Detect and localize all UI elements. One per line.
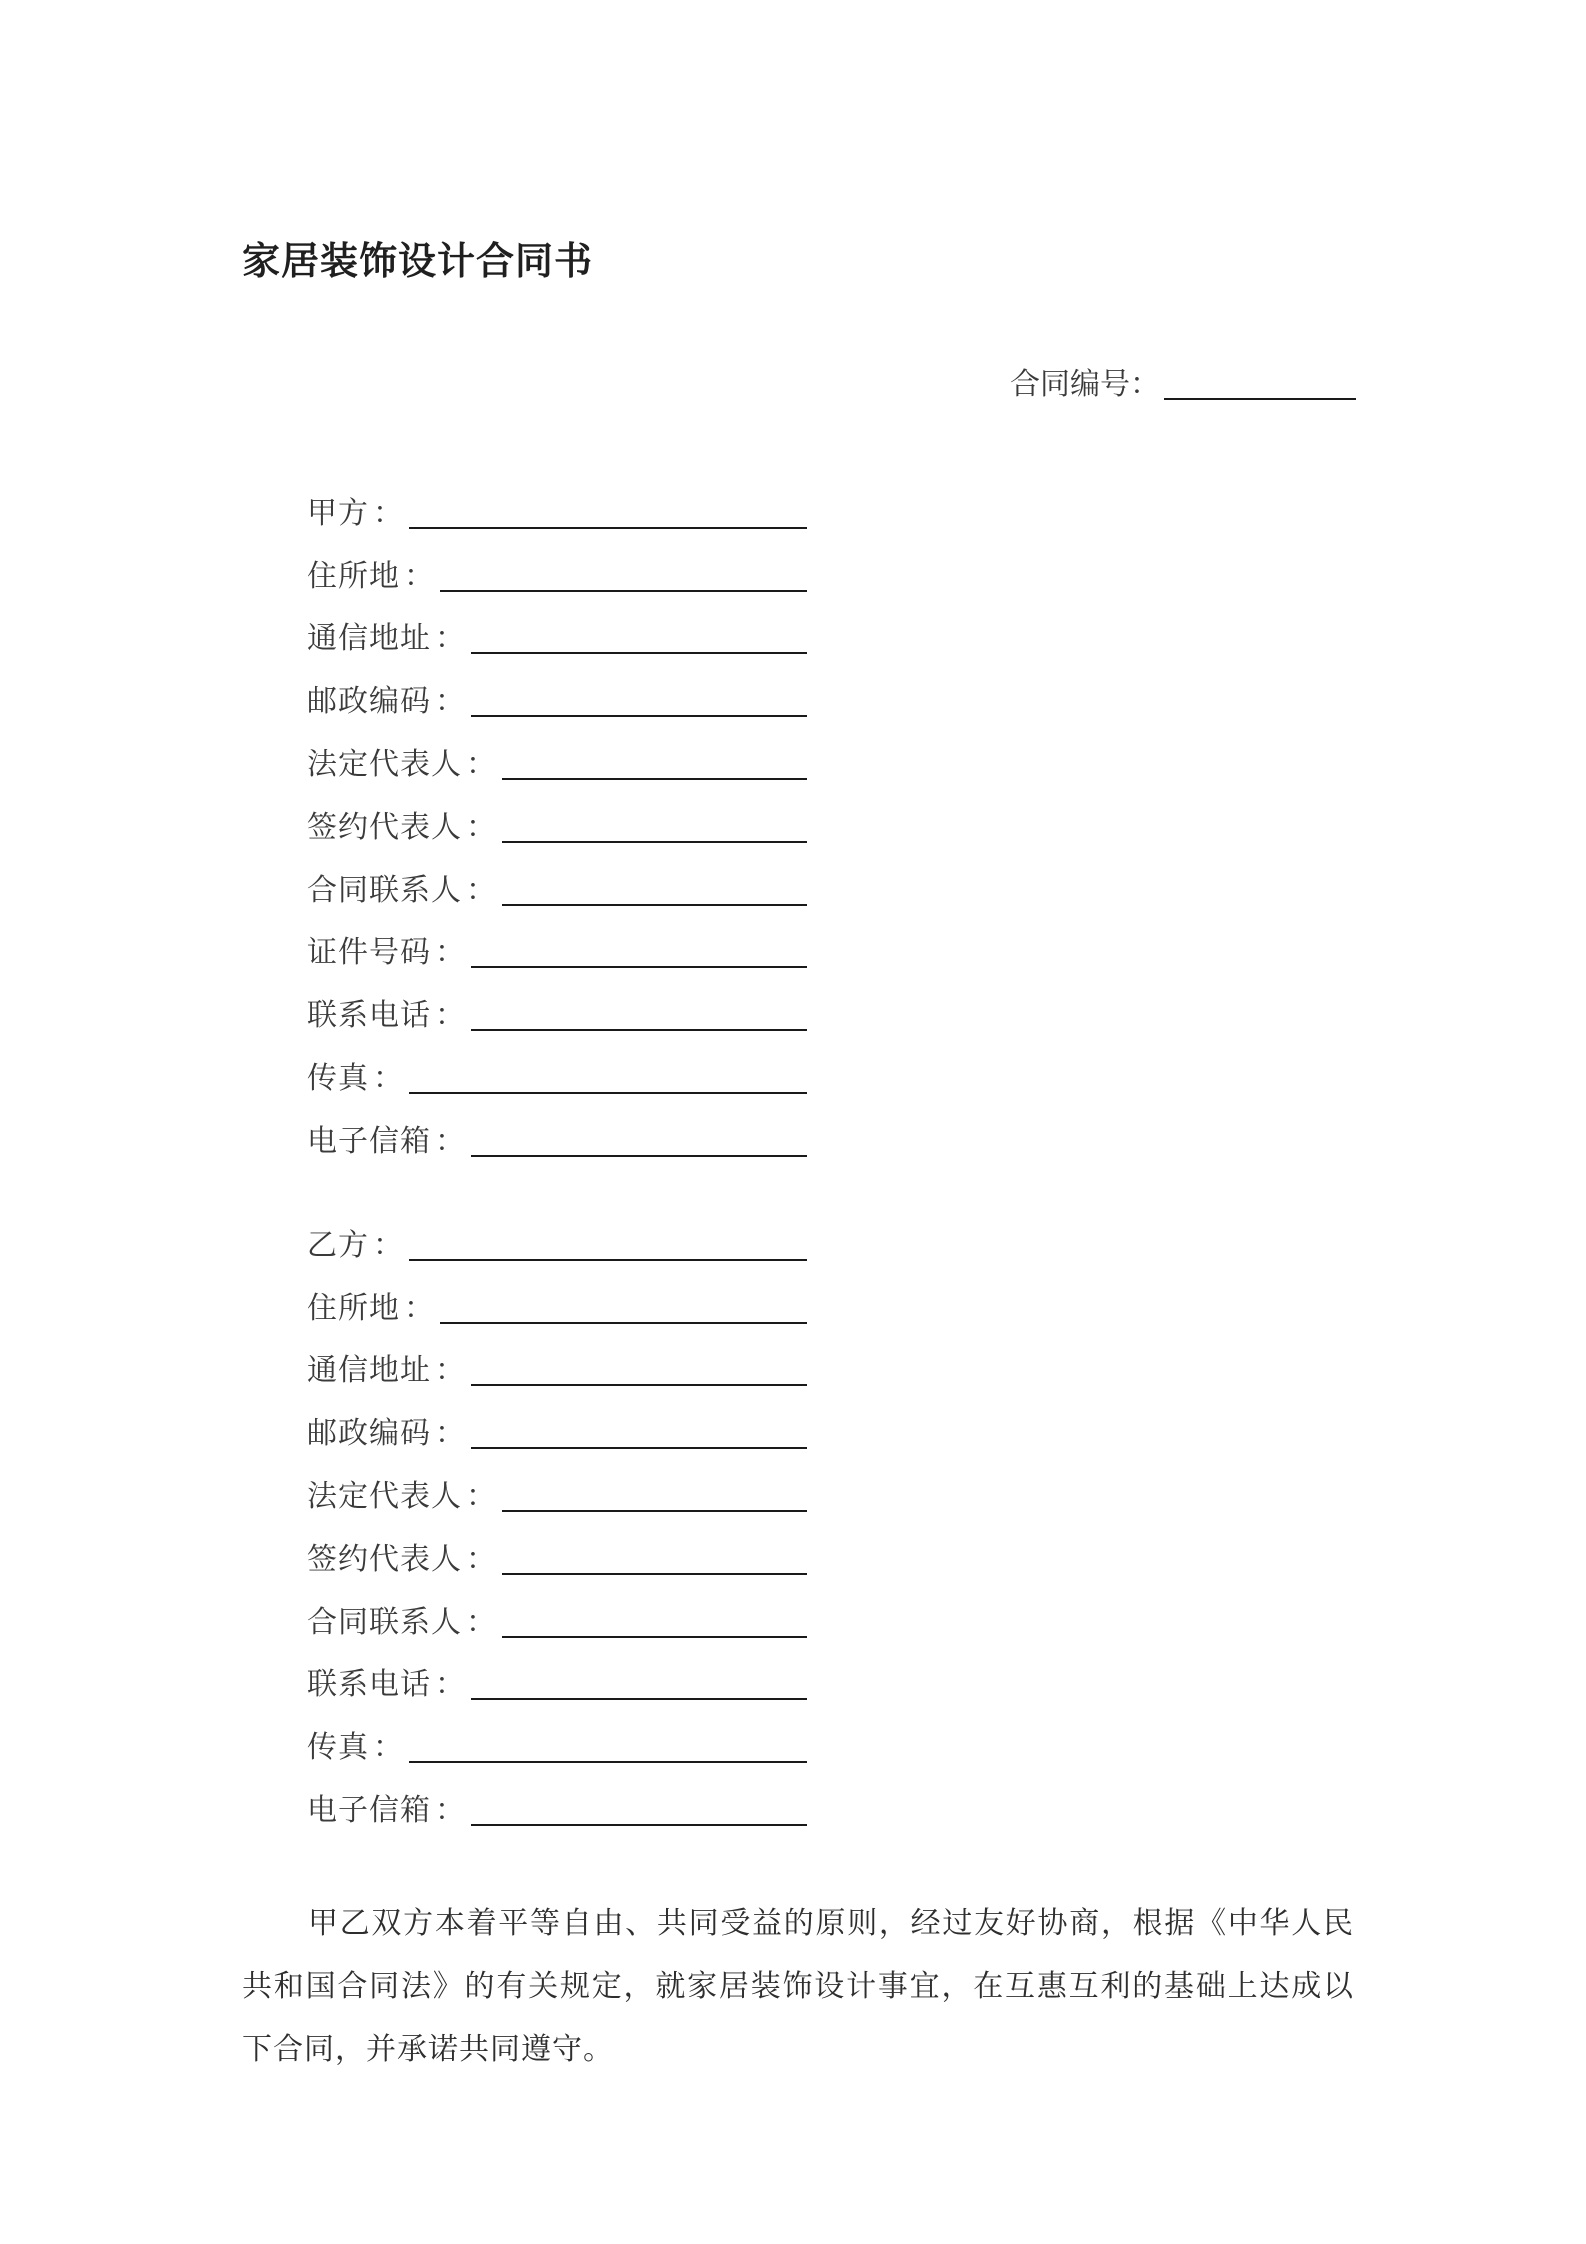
party-a-blank-postal-code[interactable]	[471, 681, 807, 717]
party-a-label-fax: 传真	[307, 1060, 369, 1096]
party-a-blank-name[interactable]	[409, 493, 807, 529]
party-a-row-id-number	[307, 906, 807, 969]
party-a-label-contract-contact: 合同联系人	[307, 872, 462, 908]
party-b-row-fax	[307, 1700, 807, 1766]
field-colon: ：	[373, 1060, 403, 1096]
party-b-label-email: 电子信箱	[307, 1792, 431, 1828]
party-a-row-phone	[307, 968, 807, 1034]
field-colon: ：	[435, 684, 465, 720]
field-colon: ：	[435, 621, 465, 657]
party-b-row-postal-code	[307, 1386, 807, 1452]
party-a-label-mailing-address: 通信地址	[307, 621, 431, 657]
party-a-row-mailing-address	[307, 592, 807, 655]
party-a-blank-phone[interactable]	[471, 995, 807, 1031]
party-a-label-phone: 联系电话	[307, 998, 431, 1034]
party-b-label-legal-representative: 法定代表人	[307, 1478, 462, 1514]
party-a-row-legal-representative	[307, 717, 807, 780]
party-b-row-contract-contact	[307, 1575, 807, 1638]
party-b-label-fax: 传真	[307, 1730, 369, 1766]
document-title: 家居装饰设计合同书	[242, 239, 594, 283]
party-b-label-mailing-address: 通信地址	[307, 1353, 431, 1389]
field-colon: ：	[435, 1353, 465, 1389]
party-b-blank-domicile[interactable]	[440, 1288, 807, 1324]
party-a-row-postal-code	[307, 654, 807, 720]
party-b-row-mailing-address	[307, 1324, 807, 1387]
contract-number-colon: ：	[1130, 367, 1160, 402]
party-b-label-signing-representative: 签约代表人	[307, 1541, 462, 1577]
field-colon: ：	[373, 1730, 403, 1766]
field-colon: ：	[373, 495, 403, 531]
party-b-label-postal-code: 邮政编码	[307, 1416, 431, 1452]
party-b-label-name: 乙方	[307, 1227, 369, 1263]
party-a-blank-contract-contact[interactable]	[502, 870, 807, 906]
party-b-blank-phone[interactable]	[471, 1664, 807, 1700]
party-a-blank-legal-representative[interactable]	[502, 744, 807, 780]
party-a-label-id-number: 证件号码	[307, 935, 431, 971]
party-a-label-domicile: 住所地	[307, 558, 400, 594]
party-a-blank-email[interactable]	[471, 1121, 807, 1157]
party-a-row-contract-contact	[307, 843, 807, 906]
party-a-blank-domicile[interactable]	[440, 556, 807, 592]
contract-number-blank[interactable]	[1164, 364, 1356, 400]
party-b-row-email	[307, 1763, 807, 1826]
field-colon: ：	[435, 1416, 465, 1452]
party-b-blank-email[interactable]	[471, 1790, 807, 1826]
contract-number-row	[1010, 364, 1356, 400]
party-b-blank-legal-representative[interactable]	[502, 1476, 807, 1512]
party-a-blank-mailing-address[interactable]	[471, 618, 807, 654]
party-a-label-legal-representative: 法定代表人	[307, 746, 462, 782]
party-b-label-phone: 联系电话	[307, 1667, 431, 1703]
party-b-row-domicile	[307, 1261, 807, 1324]
field-colon: ：	[404, 1290, 434, 1326]
party-b-label-contract-contact: 合同联系人	[307, 1604, 462, 1640]
party-a-section	[307, 466, 807, 1157]
party-b-row-name	[307, 1198, 807, 1261]
party-a-blank-signing-representative[interactable]	[502, 807, 807, 843]
party-a-row-signing-representative	[307, 780, 807, 843]
field-colon: ：	[435, 1123, 465, 1159]
field-colon: ：	[435, 998, 465, 1034]
party-b-row-legal-representative	[307, 1449, 807, 1512]
party-b-row-phone	[307, 1638, 807, 1701]
party-a-blank-id-number[interactable]	[471, 932, 807, 968]
party-b-blank-fax[interactable]	[409, 1727, 807, 1763]
field-colon: ：	[435, 1792, 465, 1828]
party-a-label-name: 甲方	[307, 495, 369, 531]
field-colon: ：	[466, 809, 496, 845]
field-colon: ：	[466, 746, 496, 782]
party-b-blank-contract-contact[interactable]	[502, 1602, 807, 1638]
field-colon: ：	[466, 1541, 496, 1577]
party-b-section	[307, 1198, 807, 1826]
party-a-row-name	[307, 466, 807, 529]
contract-number-label: 合同编号	[1010, 367, 1130, 402]
field-colon: ：	[466, 872, 496, 908]
intro-paragraph: 甲乙双方本着平等自由、共同受益的原则，经过友好协商，根据《中华人民共和国合同法》的有关规定，就家居装饰设计事宜，在互惠互利的基础上达成以下合同，并承诺共同遵守。	[242, 1906, 1354, 2067]
party-b-blank-postal-code[interactable]	[471, 1413, 807, 1449]
field-colon: ：	[435, 935, 465, 971]
party-a-row-email	[307, 1094, 807, 1157]
party-a-blank-fax[interactable]	[409, 1058, 807, 1094]
party-a-row-domicile	[307, 529, 807, 592]
field-colon: ：	[466, 1604, 496, 1640]
party-a-row-fax	[307, 1031, 807, 1094]
field-colon: ：	[466, 1478, 496, 1514]
party-a-label-email: 电子信箱	[307, 1123, 431, 1159]
party-b-row-signing-representative	[307, 1512, 807, 1575]
field-colon: ：	[373, 1227, 403, 1263]
party-a-label-signing-representative: 签约代表人	[307, 809, 462, 845]
party-b-blank-mailing-address[interactable]	[471, 1350, 807, 1386]
party-b-blank-name[interactable]	[409, 1225, 807, 1261]
party-a-label-postal-code: 邮政编码	[307, 684, 431, 720]
party-b-blank-signing-representative[interactable]	[502, 1539, 807, 1575]
field-colon: ：	[435, 1667, 465, 1703]
party-b-label-domicile: 住所地	[307, 1290, 400, 1326]
field-colon: ：	[404, 558, 434, 594]
